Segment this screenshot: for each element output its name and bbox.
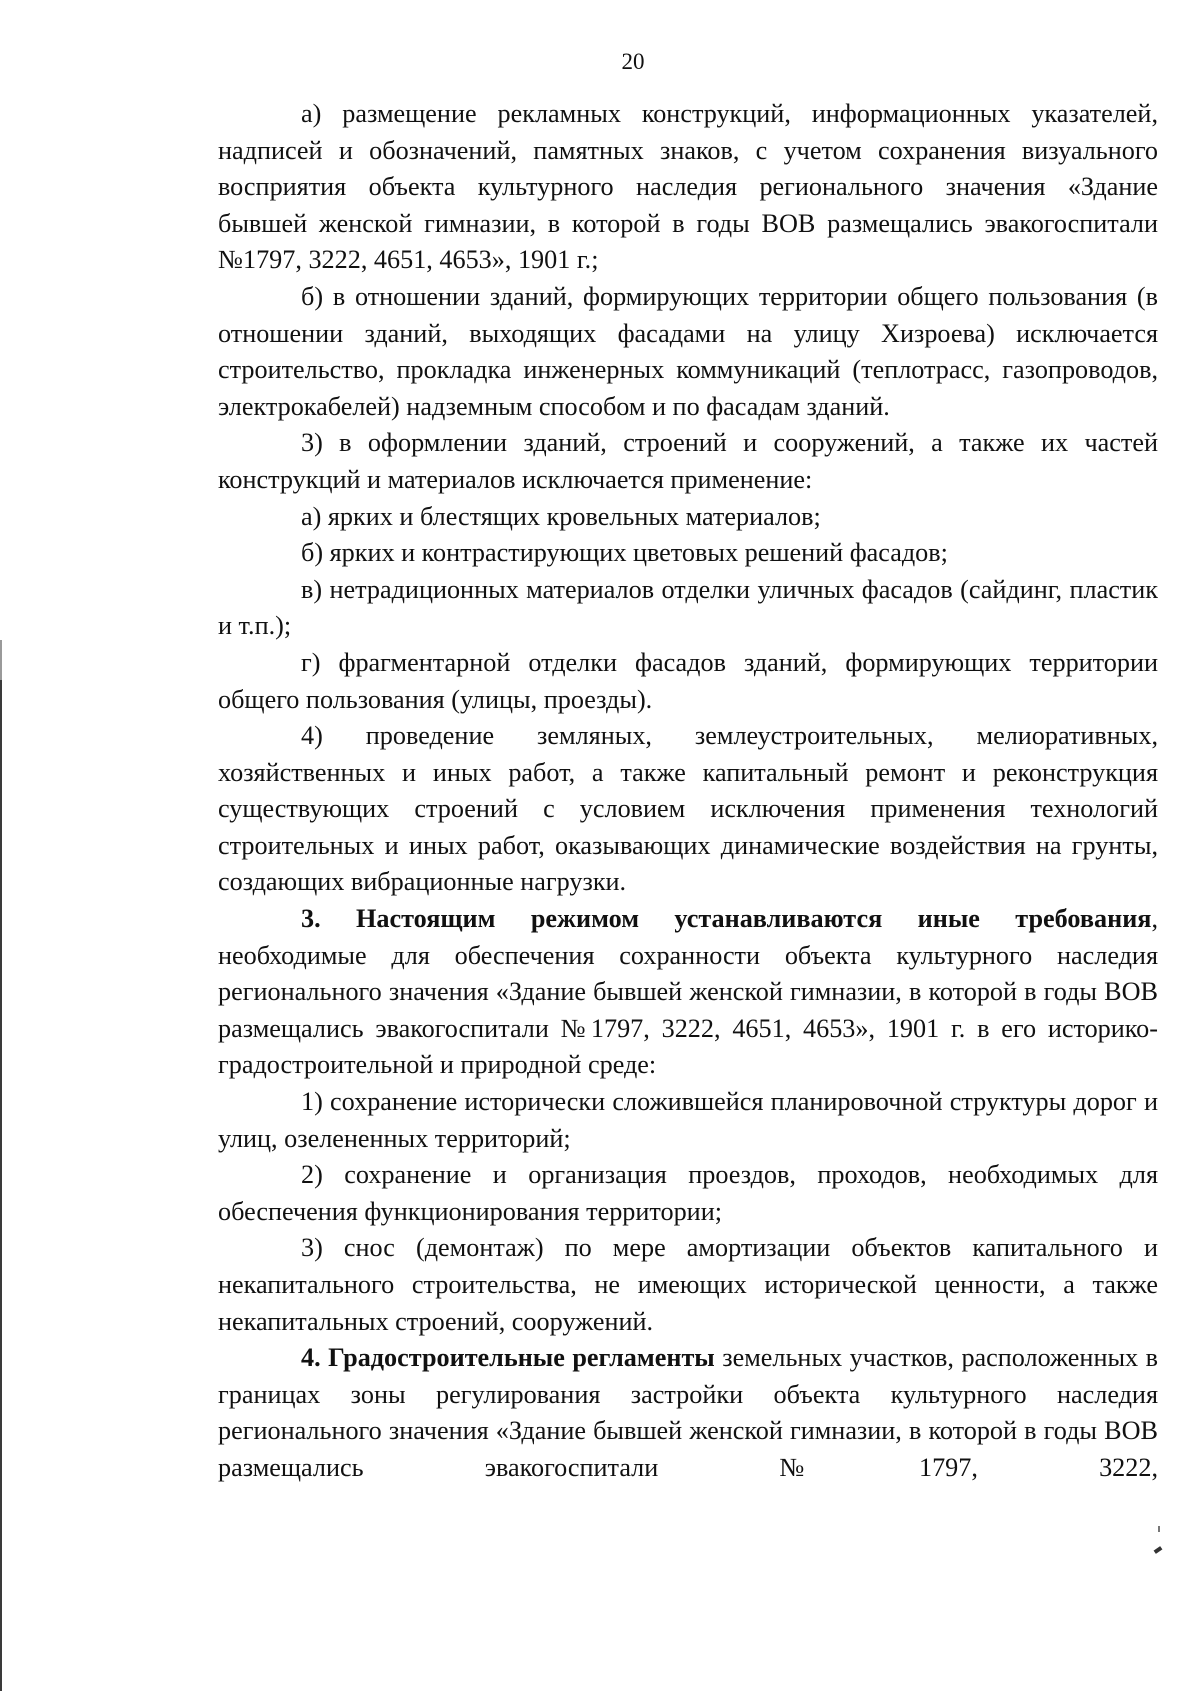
paragraph-text: 3) снос (демонтаж) по мере амортизации объектов капитального и некапитального строительства, не имеющих исторической ценности, а также некапитальных строений, сооружений. [218, 1233, 1158, 1336]
paragraph-text: 2) сохранение и организация проездов, проходов, необходимых для обеспечения функционирования территории; [218, 1160, 1158, 1226]
section-4-regulations [218, 1340, 1158, 1486]
paragraph-a-advertising [218, 96, 1158, 279]
paragraph-4-works [218, 718, 1158, 901]
paragraph-text: земельных участков, расположенных в границах зоны регулирования застройки объекта культурного наследия регионального значения «Здание бывшей женской гимназии, в которой в годы ВОВ размещались эвакогоспитали №1797, 3222, [218, 1343, 1158, 1482]
paragraph-text: а) ярких и блестящих кровельных материалов; [301, 501, 821, 531]
document-body [218, 96, 1158, 1487]
paragraph-v-materials [218, 572, 1158, 645]
paragraph-2-passages [218, 1157, 1158, 1230]
paragraph-b-buildings [218, 279, 1158, 425]
paragraph-text: , необходимые для обеспечения сохранности объекта культурного наследия регионального значения «Здание бывшей женской гимназии, в которой в годы ВОВ размещались эвакогоспитали №1797, 3222, 4651, 4653», 1901 г. в его историко-градостроительной и природной среде: [218, 904, 1158, 1080]
paragraph-a-roofing [218, 499, 1158, 536]
paragraph-text: в) нетрадиционных материалов отделки уличных фасадов (сайдинг, пластик и т.п.); [218, 574, 1158, 641]
paragraph-text: 4) проведение земляных, землеустроительных, мелиоративных, хозяйственных и иных работ, а также капитальный ремонт и реконструкция существующих строений с условием исключения применения технологий строительных и иных работ, оказывающих динамические воздействия на грунты, создающих вибрационные нагрузки. [218, 721, 1158, 897]
paragraph-text: б) ярких и контрастирующих цветовых решений фасадов; [301, 538, 948, 568]
paragraph-text: 1) сохранение исторически сложившейся планировочной структуры дорог и улиц, озелененных территорий; [218, 1087, 1158, 1153]
paragraph-text: г) фрагментарной отделки фасадов зданий, формирующих территории общего пользования (улицы, проезды). [218, 647, 1158, 714]
paragraph-3-demolition [218, 1230, 1158, 1340]
scan-edge-line [0, 680, 2, 1691]
paragraph-text: 3) в оформлении зданий, строений и сооружений, а также их частей конструкций и материалов исключается применение: [218, 428, 1158, 494]
section-heading: 3. Настоящим режимом устанавливаются иные требования [301, 904, 1152, 934]
paragraph-1-structure [218, 1084, 1158, 1157]
section-3-requirements [218, 901, 1158, 1084]
paragraph-text: б) в отношении зданий, формирующих территории общего пользования (в отношении зданий, выходящих фасадами на улицу Хизроева) исключается строительство, прокладка инженерных коммуникаций (теплотрасс, газопроводов, электрокабелей) надземным способом и по фасадам зданий. [218, 281, 1158, 421]
section-heading: 4. Градостроительные регламенты [301, 1343, 715, 1373]
scan-artifact [1158, 1526, 1160, 1532]
paragraph-b-colors [218, 535, 1158, 572]
page-number: 20 [621, 49, 645, 74]
paragraph-text: а) размещение рекламных конструкций, информационных указателей, надписей и обозначений, памятных знаков, с учетом сохранения визуального восприятия объекта культурного наследия регионального значения «Здание бывшей женской гимназии, в которой в годы ВОВ размещались эвакогоспитали №1797, 3222, 4651, 4653», 1901 г.; [218, 99, 1158, 275]
paragraph-3-design [218, 425, 1158, 498]
paragraph-g-fragmentary [218, 645, 1158, 718]
scan-artifact [1154, 1546, 1163, 1554]
